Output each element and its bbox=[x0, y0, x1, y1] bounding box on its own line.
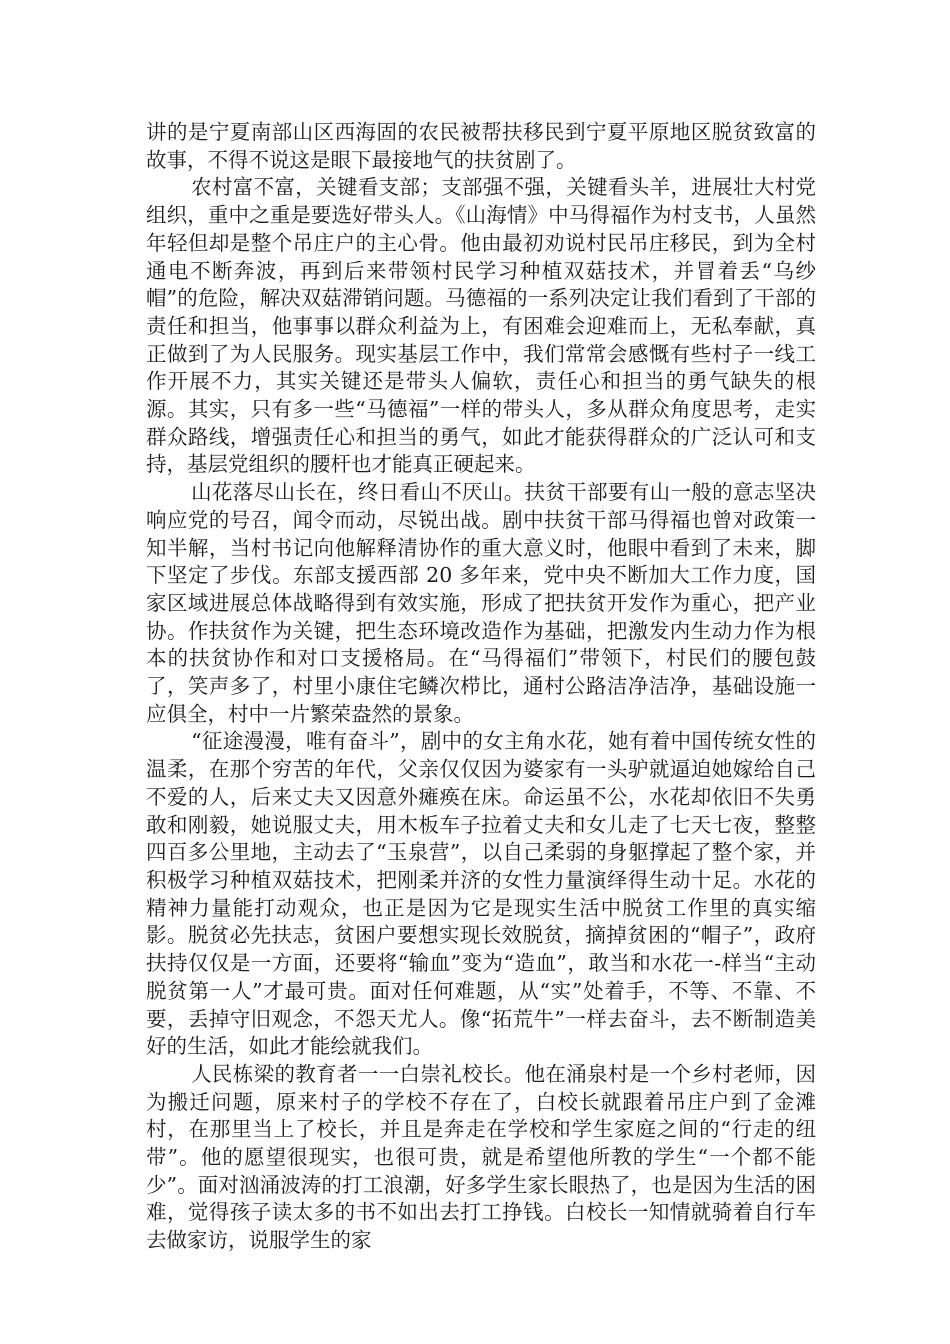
document-body bbox=[146, 119, 816, 1255]
paragraph-intro-continued: 讲的是宁夏南部山区西海固的农民被帮扶移民到宁夏平原地区脱贫致富的故事，不得不说这是眼下最接地气的扶贫剧了。 bbox=[146, 120, 816, 172]
paragraph-shuihua: “征途漫漫，唯有奋斗”，剧中的女主角水花，她有着中国传统女性的温柔，在那个穷苦的年代，父亲仅仅因为婆家有一头驴就逼迫她嫁给自己不爱的人，后来丈夫又因意外瘫痪在床。命运虽不公，水花却依旧不失勇敢和刚毅，她说服丈夫，用木板车子拉着丈夫和女儿走了七天七夜，整整四百多公里地，主动去了“玉泉营”，以自己柔弱的身躯撑起了整个家，并积极学习种植双菇技术，把刚柔并济的女性力量演绎得生动十足。水花的精神力量能打动观众，也正是因为它是现实生活中脱贫工作里的真实缩影。脱贫必先扶志，贫困户要想实现长效脱贫，摘掉贫困的“帽子”，政府扶持仅仅是一方面，还要将“输血”变为“造血”，敢当和水花一-样当“主动脱贫第一人”才最可贵。面对任何难题，从“实”处着手，不等、不靠、不要，丢掉守旧观念，不怨天尤人。像“拓荒牛”一样去奋斗，去不断制造美好的生活，如此才能绘就我们。 bbox=[146, 729, 816, 1059]
paragraph-village-leader: 农村富不富，关键看支部；支部强不强，关键看头羊，进展壮大村党组织，重中之重是要选好带头人。《山海情》中马得福作为村支书，人虽然年轻但却是整个吊庄户的主心骨。他由最初劝说村民吊庄移民，到为全村通电不断奔波，再到后来带领村民学习种植双菇技术，并冒着丢“乌纱帽”的危险，解决双菇滞销问题。马德福的一系列决定让我们看到了干部的责任和担当，他事事以群众利益为上，有困难会迎难而上，无私奉献，真正做到了为人民服务。现实基层工作中，我们常常会感慨有些村子一线工作开展不力，其实关键还是带头人偏软，责任心和担当的勇气缺失的根源。其实，只有多一些“马德福”一样的带头人，多从群众角度思考，走实群众路线，增强责任心和担当的勇气，如此才能获得群众的广泛认可和支持，基层党组织的腰杆也才能真正硬起来。 bbox=[146, 175, 816, 477]
paragraph-principal-bai: 人民栋梁的教育者一一白崇礼校长。他在涌泉村是一个乡村老师，因为搬迁问题，原来村子的学校不存在了，白校长就跟着吊庄户到了金滩村，在那里当上了校长，并且是奔走在学校和学生家庭之间的“行走的纽带”。他的愿望很现实，也很可贵，就是希望他所教的学生“一个都不能少”。面对汹涌波涛的打工浪潮，好多学生家长眼热了，也是因为生活的困难，觉得孩子读太多的书不如出去打工挣钱。白校长一知情就骑着自行车去做家访，说服学生的家 bbox=[146, 1061, 816, 1253]
paragraph-poverty-cadres: 山花落尽山长在，终日看山不厌山。扶贫干部要有山一般的意志坚决响应党的号召，闻令而动，尽锐出战。剧中扶贫干部马得福也曾对政策一知半解，当村书记向他解释清协作的重大意义时，他眼中看到了未来，脚下坚定了步伐。东部支援西部 20 多年来，党中央不断加大工作力度，国家区域进展总体战略得到有效实施，形成了把扶贫开发作为重心，把产业协。作扶贫作为关键，把生态环境改造作为基础，把激发内生动力作为根本的扶贫协作和对口支援格局。在“马得福们”带领下，村民们的腰包鼓了，笑声多了，村里小康住宅鳞次栉比，通村公路洁净洁净，基础设施一应俱全，村中一片繁荣盎然的景象。 bbox=[146, 480, 816, 726]
